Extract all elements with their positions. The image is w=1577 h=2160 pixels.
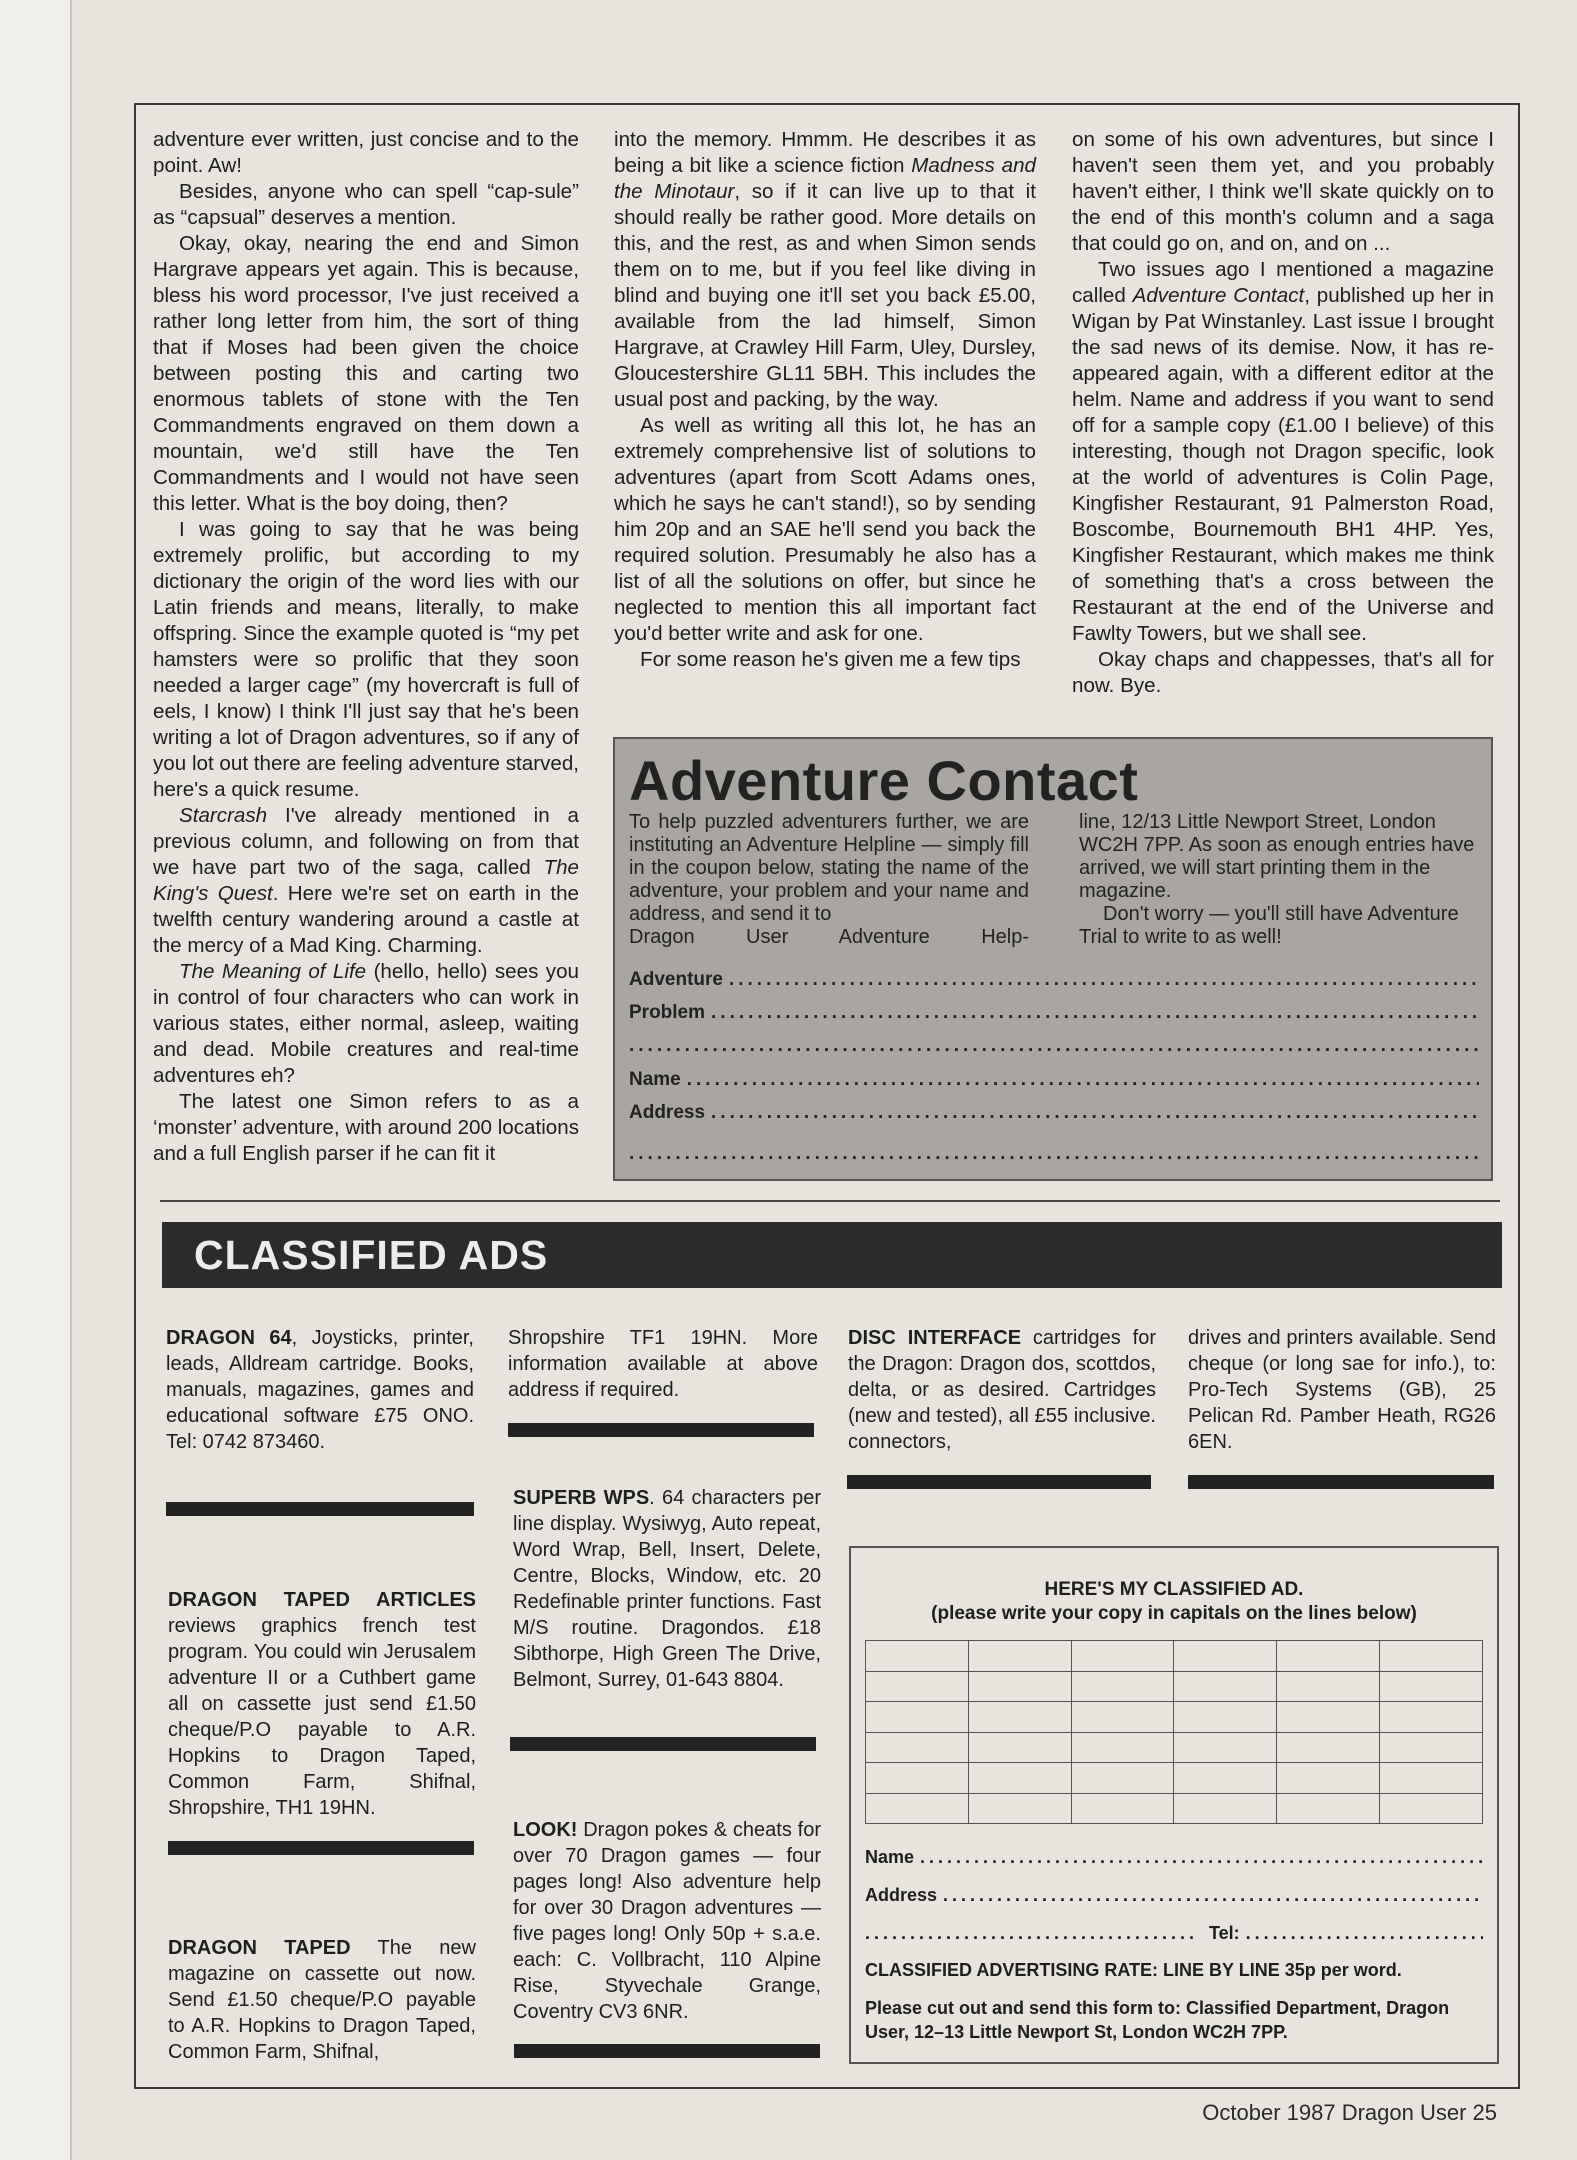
article-paragraph: As well as writing all this lot, he has an extremely comprehensive list of solutions to adventures (apart from Scott Adams ones, which he says he can't stand!), so by sending him 20p and an SAE he'll send you back the required solution. Presumably he also has a list of all the solutions on offer, but since he neglected to mention this all important fact you'd better write and ask for one. <box>614 414 1036 645</box>
ad-heading: LOOK! <box>513 1819 578 1841</box>
page-footer: October 1987 Dragon User 25 <box>1202 2100 1497 2125</box>
classified-ad-continued: Shropshire TF1 19HN. More information available at above address if required. <box>508 1327 818 1401</box>
classified-ad <box>168 1587 476 1821</box>
adventure-field[interactable] <box>629 965 1479 991</box>
field-label: Adventure <box>629 969 723 990</box>
classified-ad <box>513 1817 821 2025</box>
grid-cell[interactable] <box>968 1763 1071 1794</box>
grid-cell[interactable] <box>1174 1763 1277 1794</box>
classified-ad <box>168 1935 476 2065</box>
article-paragraph: adventure ever written, just concise and to the point. Aw! <box>153 128 579 177</box>
ad-body: cartridges for the Dragon: Dragon dos, scottdos, delta, or as desired. Cartridges (new and tested), all £55 inclusive. connectors, <box>848 1327 1156 1453</box>
article-column-2 <box>614 127 1036 673</box>
grid-cell[interactable] <box>968 1641 1071 1672</box>
field-label: Tel: <box>1209 1923 1240 1943</box>
ad-body: Dragon pokes & cheats for over 70 Dragon games — four pages long! Also adventure help for over 30 Dragon adventures — five pages long! Only 50p + s.a.e. each: C. Vollbracht, 110 Alpine Rise, Styvechale Grange, Coventry CV3 6NR. <box>513 1819 821 2023</box>
grid-cell[interactable] <box>1380 1793 1483 1824</box>
game-title: Starcrash <box>179 804 268 827</box>
grid-cell[interactable] <box>1277 1763 1380 1794</box>
grid-cell[interactable] <box>1277 1732 1380 1763</box>
ad-separator <box>510 1737 816 1751</box>
page-spine <box>0 0 72 2160</box>
classified-ad-continued: drives and printers available. Send cheque (or long sae for info.), to: Pro-Tech Systems (GB), 25 Pelican Rd. Pamber Heath, RG26 6EN. <box>1188 1327 1496 1453</box>
classified-ad <box>166 1325 474 1455</box>
field-label: Name <box>629 1069 681 1090</box>
grid-cell[interactable] <box>866 1732 969 1763</box>
grid-cell[interactable] <box>1174 1671 1277 1702</box>
field-label: Address <box>865 1885 938 1905</box>
game-title: The King's Quest <box>153 856 579 905</box>
article-paragraph: Okay, okay, nearing the end and Simon Hargrave appears yet again. This is because, bless his word processor, I've just received a rather long letter from him, the sort of thing that if Moses had been given the choice between posting this and carting two enormous tablets of stone with the Ten Commandments engraved on them down a mountain, we'd still have the Ten Commandments and I would not have seen this letter. What is the boy doing, then? <box>153 232 579 515</box>
game-title: The Meaning of Life <box>179 960 367 983</box>
ad-heading: DRAGON TAPED ARTICLES <box>168 1589 476 1611</box>
field-label: Address <box>629 1102 706 1123</box>
article-text: , published up her in Wigan by Pat Winstanley. Last issue I brought the sad news of its demise. Now, it has re-appeared again, with a different editor at the helm. Name and address if you want to send off for a sample copy (£1.00 I believe) of this interesting, though not Dragon specific, look at the world of adventures is Colin Page, Kingfisher Restaurant, 91 Palmerston Road, Boscombe, Bournemouth BH1 4HP. Yes, Kingfisher Restaurant, which makes me think of something that's a cross between the Restaurant at the end of the Universe and Fawlty Towers, but we shall see. <box>1072 284 1494 645</box>
grid-cell[interactable] <box>1174 1702 1277 1733</box>
grid-cell[interactable] <box>1071 1763 1174 1794</box>
form-name-field[interactable] <box>865 1842 1483 1868</box>
classified-ad <box>513 1485 821 1693</box>
ad-separator <box>514 2044 820 2058</box>
coupon-title: Adventure Contact <box>629 749 1139 812</box>
grid-cell[interactable] <box>1071 1793 1174 1824</box>
ad-heading: DRAGON TAPED <box>168 1937 351 1959</box>
article-paragraph: I was going to say that he was being extremely prolific, but according to my dictionary the origin of the word lies with our Latin friends and means, literally, to make offspring. Since the example quoted is “my pet hamsters were so prolific that they soon needed a larger cage” (my hovercraft is full of eels, I know) I think I'll just say that he's been writing a lot of Dragon adventures, so if any of you lot out there are feeling adventure starved, here's a quick resume. <box>153 518 579 801</box>
article-paragraph: Besides, anyone who can spell “cap-sule” as “capsual” deserves a mention. <box>153 180 579 229</box>
grid-cell[interactable] <box>968 1702 1071 1733</box>
grid-cell[interactable] <box>968 1793 1071 1824</box>
article-paragraph <box>1072 257 1494 647</box>
magazine-title: Adventure Contact <box>1132 284 1305 307</box>
form-title <box>851 1578 1497 1626</box>
coupon-intro-text: line, 12/13 Little Newport Street, London WC2H 7PP. As soon as enough entries have arrived, we will start printing them in the magazine. <box>1079 811 1475 902</box>
grid-cell[interactable] <box>1380 1763 1483 1794</box>
field-label: Name <box>865 1847 915 1867</box>
grid-cell[interactable] <box>1071 1702 1174 1733</box>
grid-cell[interactable] <box>1277 1671 1380 1702</box>
grid-cell[interactable] <box>1277 1702 1380 1733</box>
coupon-intro-left <box>629 811 1029 949</box>
grid-cell[interactable] <box>1277 1641 1380 1672</box>
grid-cell[interactable] <box>866 1793 969 1824</box>
classified-title: CLASSIFIED ADS <box>194 1232 549 1278</box>
grid-cell[interactable] <box>1071 1732 1174 1763</box>
coupon-intro-text: Don't worry — you'll still have Adventure Trial to write to as well! <box>1079 903 1459 948</box>
ad-separator <box>166 1502 474 1516</box>
grid-cell[interactable] <box>1071 1641 1174 1672</box>
article-text: . Here we're set on earth in the twelfth century wandering around a castle at the mercy of a Mad King. Charming. <box>153 882 579 957</box>
article-paragraph: For some reason he's given me a few tips <box>640 648 1021 671</box>
grid-cell[interactable] <box>1174 1793 1277 1824</box>
article-text: into the memory. Hmmm. He describes it as being a bit like a science fiction <box>614 128 1036 177</box>
section-divider <box>160 1200 1500 1202</box>
grid-cell[interactable] <box>968 1671 1071 1702</box>
article-paragraph <box>153 959 579 1089</box>
grid-cell[interactable] <box>968 1732 1071 1763</box>
classified-banner <box>162 1222 1502 1288</box>
grid-cell[interactable] <box>1174 1641 1277 1672</box>
grid-cell[interactable] <box>1277 1793 1380 1824</box>
problem-field-continued[interactable] <box>629 1031 1479 1057</box>
grid-cell[interactable] <box>1380 1671 1483 1702</box>
ad-body: , Joysticks, printer, leads, Alldream cartridge. Books, manuals, magazines, games and educational software £75 ONO. Tel: 0742 873460. <box>166 1327 474 1453</box>
classified-ad <box>848 1325 1156 1455</box>
article-paragraph: The latest one Simon refers to as a ‘monster’ adventure, with around 200 locations and a full English parser if he can fit it <box>153 1090 579 1165</box>
form-tel-field[interactable] <box>865 1918 1483 1944</box>
article-text: I've already mentioned in a previous column, and following on from that we have part two of the saga, called <box>153 804 579 879</box>
grid-cell[interactable] <box>1174 1732 1277 1763</box>
address-field-continued[interactable] <box>629 1139 1479 1165</box>
form-address-field[interactable] <box>865 1880 1483 1906</box>
ad-body: . 64 characters per line display. Wysiwyg, Auto repeat, Word Wrap, Bell, Insert, Delete, Centre, Blocks, Window, etc. 20 Redefinable printer functions. Fast M/S routine. Dragondos. £18 Sibthorpe, High Green The Drive, Belmont, Surrey, 01-643 8804. <box>513 1487 822 1691</box>
address-field[interactable] <box>629 1098 1479 1124</box>
ad-separator <box>168 1841 474 1855</box>
name-field[interactable] <box>629 1065 1479 1091</box>
send-instructions: Please cut out and send this form to: Classified Department, Dragon User, 12–13 Little Newport St, London WC2H 7PP. <box>865 1998 1450 2042</box>
grid-cell[interactable] <box>1380 1732 1483 1763</box>
coupon-intro-right <box>1079 811 1483 949</box>
grid-cell[interactable] <box>1380 1702 1483 1733</box>
article-paragraph: Okay chaps and chappesses, that's all for now. Bye. <box>1072 648 1494 697</box>
article-column-3 <box>1072 127 1494 699</box>
ad-copy-grid <box>865 1640 1483 1824</box>
article-paragraph: on some of his own adventures, but since I haven't seen them yet, and you probably haven't either, I think we'll skate quickly on to the end of this month's column and a saga that could go on, and on, and on ... <box>1072 128 1494 255</box>
ad-heading: DRAGON 64 <box>166 1327 292 1349</box>
form-subtitle: (please write your copy in capitals on the lines below) <box>931 1603 1417 1624</box>
grid-cell[interactable] <box>1071 1671 1174 1702</box>
form-title-line: HERE'S MY CLASSIFIED AD. <box>1044 1579 1304 1600</box>
grid-cell[interactable] <box>866 1641 969 1672</box>
article-text: , so if it can live up to that it should really be rather good. More details on this, and the rest, as and when Simon sends them on to me, but if you feel like diving in blind and buying one it'll set you back £5.00, available from the lad himself, Simon Hargrave, at Crawley Hill Farm, Uley, Dursley, Gloucestershire GL11 5BH. This includes the usual post and packing, by the way. <box>614 180 1036 411</box>
problem-field[interactable] <box>629 998 1479 1024</box>
grid-cell[interactable] <box>866 1671 969 1702</box>
ad-heading: SUPERB WPS <box>513 1487 650 1509</box>
coupon-intro-text: To help puzzled adventurers further, we are instituting an Adventure Helpline — simply fill in the coupon below, stating the name of the adventure, your problem and your name and address, and send it to <box>629 811 1029 925</box>
coupon-intro-last-line: Dragon User Adventure Help- <box>629 926 1029 948</box>
field-label: Problem <box>629 1002 706 1023</box>
ad-body: The new magazine on cassette out now. Send £1.50 cheque/P.O payable to A.R. Hopkins to Dragon Taped, Common Farm, Shifnal, <box>168 1937 476 2063</box>
ad-heading: DISC INTERFACE <box>848 1327 1022 1349</box>
grid-cell[interactable] <box>866 1702 969 1733</box>
ad-separator <box>847 1475 1151 1489</box>
ad-rate: CLASSIFIED ADVERTISING RATE: LINE BY LINE 35p per word. <box>865 1960 1402 1980</box>
article-text: (hello, hello) sees you in control of four characters who can work in various states, either normal, asleep, waiting and dead. Mobile creatures and real-time adventures eh? <box>153 960 579 1087</box>
ad-body: reviews graphics french test program. You could win Jerusalem adventure II or a Cuthbert game all on cassette just send £1.50 cheque/P.O payable to A.R. Hopkins to Dragon Taped, Common Farm, Shifnal, Shropshire, TH1 19HN. <box>168 1615 476 1819</box>
article-paragraph <box>614 127 1036 413</box>
classified-order-form <box>849 1546 1499 2064</box>
grid-cell[interactable] <box>1380 1641 1483 1672</box>
article-paragraph <box>153 803 579 959</box>
article-column-1 <box>153 127 579 1167</box>
game-title: Madness and the Minotaur <box>614 154 1036 203</box>
article-text: Two issues ago I mentioned a magazine called <box>1072 258 1494 307</box>
ad-separator <box>508 1423 814 1437</box>
adventure-contact-coupon <box>613 737 1493 1181</box>
grid-cell[interactable] <box>866 1763 969 1794</box>
ad-separator <box>1188 1475 1494 1489</box>
